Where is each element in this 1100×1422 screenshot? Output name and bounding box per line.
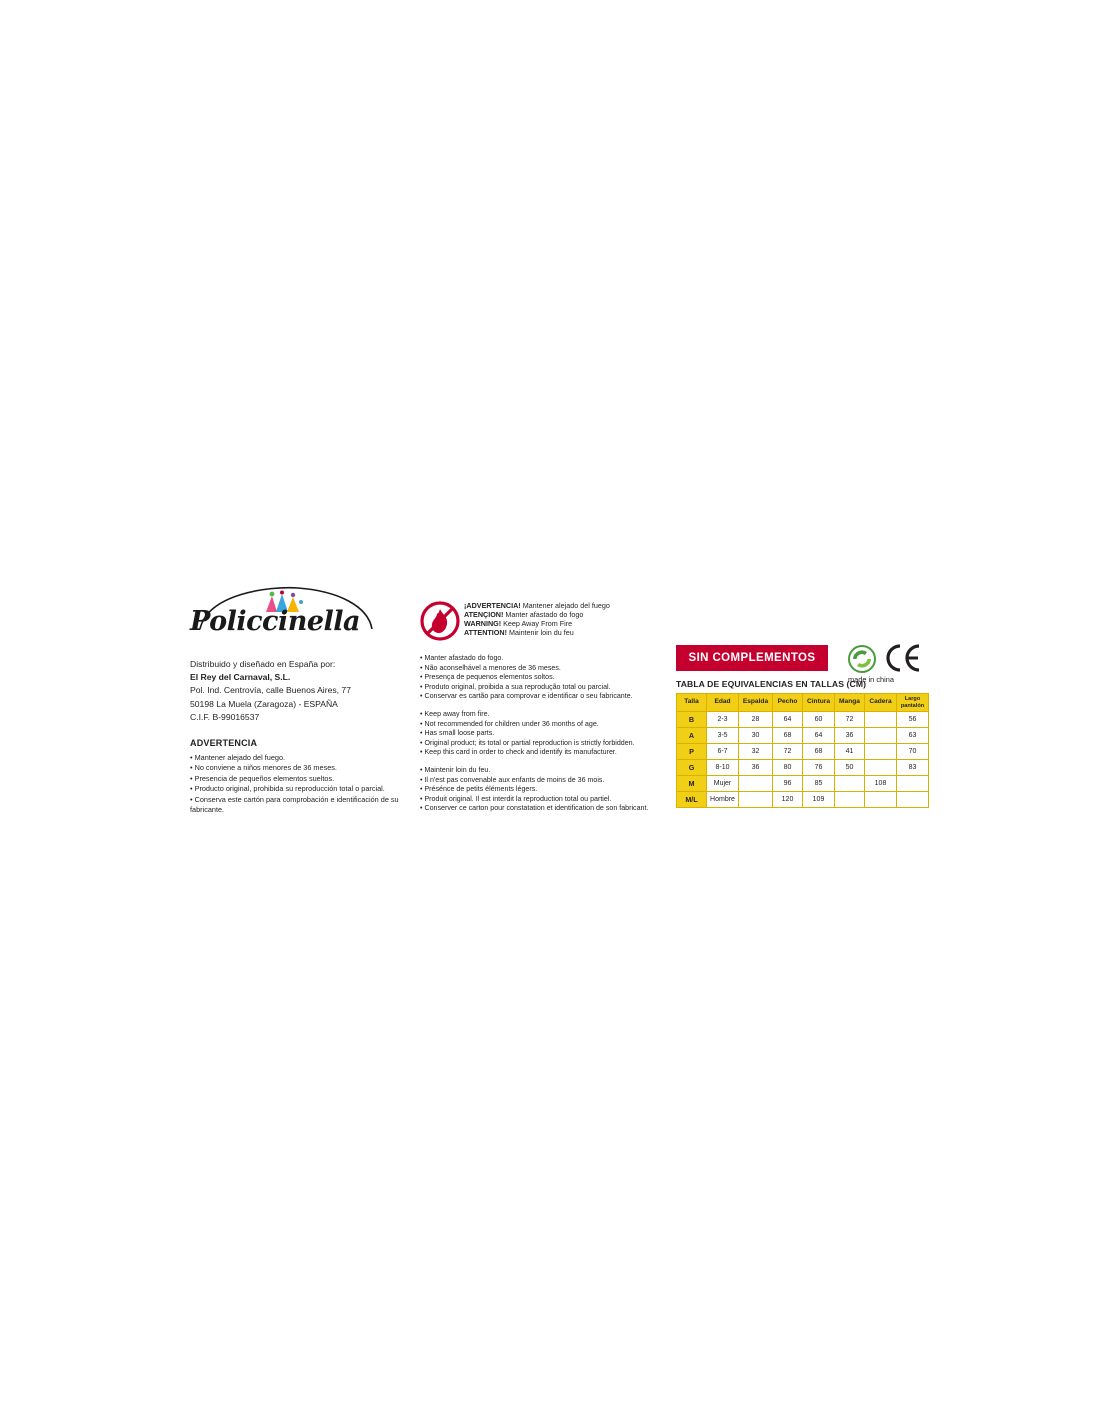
table-row [677,728,929,744]
list-item: • Presença de pequenos elementos soltos. [420,673,555,682]
list-item: • Mantener alejado del fuego. [190,753,286,763]
distributor-cif: C.I.F. B-99016537 [190,711,260,722]
bullets-portuguese [420,654,650,702]
col-header-cadera: Cadera [865,694,897,712]
no-fire-icon [420,600,460,642]
list-item: • Conserva este cartón para comprobación e identificación de su fabricante. [190,794,399,815]
cell-edad: 6-7 [707,744,739,760]
table-row [677,792,929,808]
cell-cadera [865,760,897,776]
distributor-intro: Distribuido y diseñado en España por: [190,659,336,669]
cell-cintura: 109 [803,792,835,808]
cell-largo [897,776,929,792]
cell-cadera [865,728,897,744]
cell-talla: B [677,712,707,728]
multilingual-bullets [420,654,650,814]
cell-pecho: 68 [773,728,803,744]
cell-cadera: 108 [865,776,897,792]
table-row [677,744,929,760]
list-item: • Présénce de petits éléments légers. [420,785,538,794]
cell-cintura: 85 [803,776,835,792]
list-item: • Has small loose parts. [420,729,495,738]
cell-pecho: 120 [773,792,803,808]
cell-espalda: 36 [739,760,773,776]
distributor-block [190,658,430,724]
list-item: • No conviene a niños menores de 36 meses. [190,763,337,773]
warn-lang-text: Keep Away From Fire [501,619,573,629]
cell-cintura: 64 [803,728,835,744]
table-row [677,712,929,728]
cell-manga: 50 [835,760,865,776]
list-item: • Keep this card in order to check and identify its manufacturer. [420,748,617,757]
cell-cintura: 68 [803,744,835,760]
cell-espalda: 32 [739,744,773,760]
cell-pecho: 64 [773,712,803,728]
cell-talla: G [677,760,707,776]
fire-warning-languages [464,601,610,637]
col-header-espalda: Espalda [739,694,773,712]
col-header-pecho: Pecho [773,694,803,712]
cell-manga [835,792,865,808]
cell-espalda [739,792,773,808]
cell-manga: 72 [835,712,865,728]
advertencia-bullets [190,753,430,815]
cell-manga [835,776,865,792]
green-dot-recycling-icon [848,645,876,673]
list-item: • Keep away from fire. [420,709,490,718]
cell-largo: 63 [897,728,929,744]
cell-largo: 56 [897,712,929,728]
made-in-china-label: made in china [848,675,895,684]
list-item: • Producto original, prohibida su reproducción total o parcial. [190,784,385,794]
advertencia-title: ADVERTENCIA [190,738,258,749]
warn-lang-strong: ATENÇION! [464,610,504,620]
list-item: • Produto original, proibida a sua reprodução total ou parcial. [420,682,611,691]
col-header-edad: Edad [707,694,739,712]
cell-edad: Hombre [707,792,739,808]
cell-talla: P [677,744,707,760]
distributor-company: El Rey del Carnaval, S.L. [190,672,291,683]
warn-lang-strong: ¡ADVERTENCIA! [464,601,521,610]
col-header-talla: Talla [677,694,707,712]
cell-espalda: 30 [739,728,773,744]
col-header-manga: Manga [835,694,865,712]
cell-cintura: 60 [803,712,835,728]
bullets-french [420,766,650,814]
list-item: • Produit original. Il est interdit la reproduction total ou partiel. [420,794,612,803]
bullets-english [420,710,650,758]
cell-cintura: 76 [803,760,835,776]
warn-lang-text: Manter afastado do fogo [503,610,584,620]
left-column [190,586,430,815]
cell-manga: 41 [835,744,865,760]
warn-lang-strong: ATTENTION! [464,628,507,638]
col-header-cintura: Cintura [803,694,835,712]
cell-espalda: 28 [739,712,773,728]
list-item: • Il n'est pas convenable aux enfants de moins de 36 mois. [420,775,605,784]
list-item: • Conservar es cartão para comprovar e identificar o seu fabricante. [420,692,633,701]
cell-edad: 8-10 [707,760,739,776]
warn-lang-strong: WARNING! [464,619,502,629]
cell-talla: M [677,776,707,792]
cell-largo: 70 [897,744,929,760]
table-row [677,776,929,792]
list-item: • Presencia de pequeños elementos sueltos. [190,773,335,783]
cell-talla: M/L [677,792,707,808]
cell-pecho: 96 [773,776,803,792]
cell-edad: 3-5 [707,728,739,744]
list-item: • Original product; its total or partial reproduction is strictly forbidden. [420,738,635,747]
warn-lang-text: Maintenir loin du feu [506,628,574,638]
cell-largo [897,792,929,808]
size-equivalence-table [676,693,929,808]
distributor-address-2: 50198 La Muela (Zaragoza) - ESPAÑA [190,698,338,709]
cell-cadera [865,792,897,808]
brand-logo [190,586,390,648]
list-item: • Not recommended for children under 36 months of age. [420,719,599,728]
table-row [677,760,929,776]
brand-name: Policcinella [190,606,361,637]
cell-talla: A [677,728,707,744]
list-item: • Não aconselhável a menores de 36 meses. [420,663,561,672]
middle-column [420,600,650,822]
table-header-row [677,694,929,712]
cell-manga: 36 [835,728,865,744]
ce-mark-icon [884,643,922,673]
cell-pecho: 72 [773,744,803,760]
size-table-title: TABLA DE EQUIVALENCIAS EN TALLAS (CM) [676,679,867,689]
list-item: • Maintenir loin du feu. [420,765,491,774]
cell-espalda [739,776,773,792]
warn-lang-text: Mantener alejado del fuego [520,601,610,610]
cell-pecho: 80 [773,760,803,776]
cell-edad: 2-3 [707,712,739,728]
cell-cadera [865,744,897,760]
cell-largo: 83 [897,760,929,776]
list-item: • Manter afastado do fogo. [420,654,504,662]
cell-edad: Mujer [707,776,739,792]
fire-warning-header [420,600,650,646]
certification-marks [848,643,948,689]
list-item: • Conserver ce carton pour constatation et identification de son fabricant. [420,804,649,813]
col-header-largo-pantalon: Largo pantalón [897,694,929,712]
cell-cadera [865,712,897,728]
sin-complementos-badge: SIN COMPLEMENTOS [676,645,828,671]
distributor-address-1: Pol. Ind. Centrovía, calle Buenos Aires, 77 [190,685,351,696]
right-column [676,645,946,808]
